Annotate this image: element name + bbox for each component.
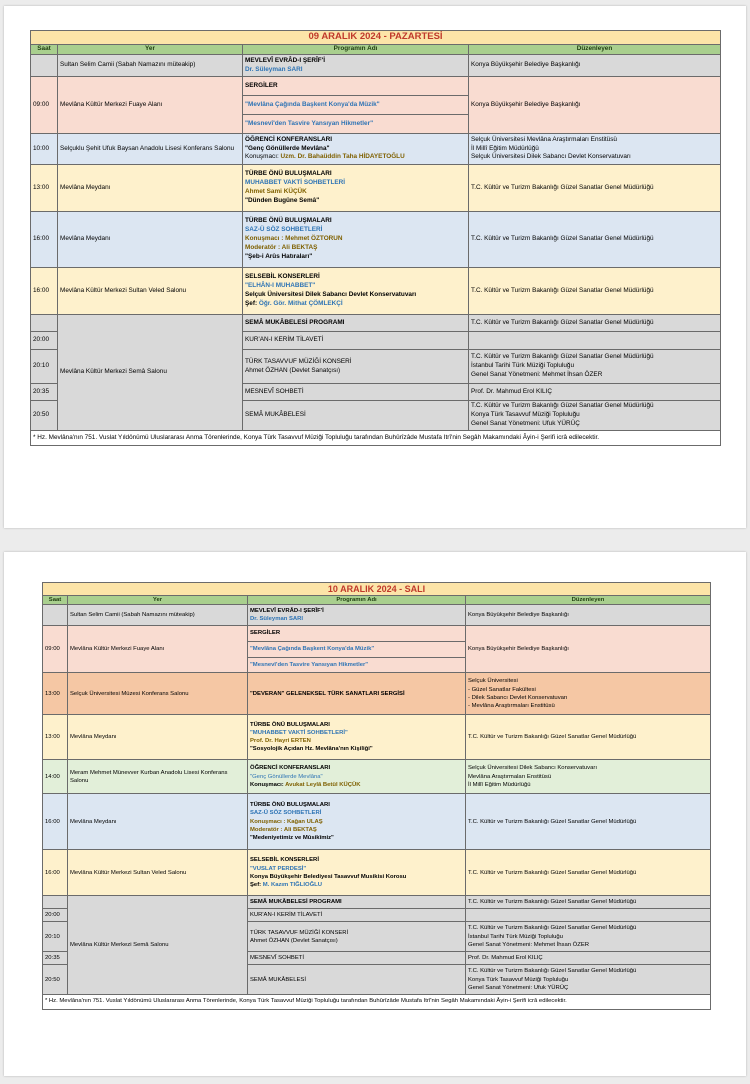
place-cell: Mevlâna Kültür Merkezi Fuaye Alanı — [58, 77, 243, 134]
organizer-cell — [466, 909, 711, 922]
place-cell: Meram Mehmet Münevver Kurban Anadolu Lisesi Konferans Salonu — [68, 760, 248, 794]
column-header-place: Yer — [58, 45, 243, 55]
speaker-label: Konuşmacı: — [250, 781, 286, 788]
organizer-cell: Prof. Dr. Mahmud Erol KILIÇ — [469, 384, 721, 401]
program-cell — [243, 55, 469, 77]
program-item: "ELHÂN-I MUHABBET" — [245, 282, 316, 290]
organizer-line: Selçuk Üniversitesi Dilek Sabancı Konservatuvarı — [468, 765, 597, 772]
organizer-cell — [466, 760, 711, 794]
program-person: Uzm. Dr. Bahaüddin Taha HİDAYETOĞLU — [280, 153, 405, 161]
organizer-cell: Prof. Dr. Mahmud Erol KILIÇ — [466, 952, 711, 965]
time-cell: 13:00 — [43, 673, 68, 715]
organizer-line: Mevlâna Araştırmaları Enstitüsü — [468, 773, 552, 780]
program-item: "Genç Gönüllerde Mevlâna" — [245, 144, 330, 152]
table-row — [43, 715, 711, 760]
speaker-line: Konuşmacı : Kağan ULAŞ — [250, 818, 323, 825]
program-cell: SEMÂ MUKÂBELESİ — [248, 965, 466, 995]
table-row — [31, 55, 721, 77]
program-cell — [243, 350, 469, 384]
program-title: SERGİLER — [245, 82, 278, 89]
program-cell — [248, 626, 466, 673]
program-cell: MESNEVÎ SOHBETİ — [243, 384, 469, 401]
place-cell: Mevlâna Meydanı — [68, 715, 248, 760]
table-row — [31, 212, 721, 268]
organizer-line: - Dilek Sabancı Devlet Konservatuvarı — [468, 694, 568, 701]
place-cell: Mevlâna Meydanı — [58, 212, 243, 268]
organizer-cell: Konya Büyükşehir Belediye Başkanlığı — [466, 605, 711, 626]
schedule-page-day2 — [4, 552, 746, 1076]
organizer-line: Selçuk Üniversitesi Dilek Sabancı Devlet Konservatuvarı — [471, 153, 631, 161]
program-item: "Şeb-i Arûs Hatıraları" — [245, 252, 313, 260]
organizer-cell — [469, 134, 721, 165]
program-cell — [243, 77, 469, 134]
program-cell — [248, 922, 466, 952]
time-cell: 16:00 — [43, 794, 68, 850]
program-item: "Medeniyetimiz ve Mûsikîmiz" — [250, 835, 334, 841]
organizer-cell — [466, 965, 711, 995]
time-cell: 16:00 — [31, 268, 58, 315]
table-row — [31, 268, 721, 315]
program-group: Selçuk Üniversitesi Dilek Sabancı Devlet Konservatuvarı — [245, 291, 417, 298]
program-person: Dr. Süleyman SARI — [250, 616, 304, 623]
time-cell: 20:10 — [43, 922, 68, 952]
time-cell — [43, 896, 68, 909]
program-title: ÖĞRENCİ KONFERANSLARI — [250, 765, 331, 772]
organizer-cell — [469, 350, 721, 384]
program-person: Ahmet Sami KÜÇÜK — [245, 188, 307, 195]
organizer-cell: T.C. Kültür ve Turizm Bakanlığı Güzel Sanatlar Genel Müdürlüğü — [469, 268, 721, 315]
organizer-line: Genel Sanat Yönetmeni: Ufuk YÜRÜÇ — [468, 984, 569, 991]
program-title: SELSEBİL KONSERLERİ — [245, 273, 320, 281]
program-person: M. Kazım TIĞLIOĞLU — [262, 881, 322, 888]
organizer-line: T.C. Kültür ve Turizm Bakanlığı Güzel Sanatlar Genel Müdürlüğü — [468, 968, 637, 975]
time-cell: 09:00 — [43, 626, 68, 673]
day-title: 10 ARALIK 2024 - SALI — [43, 583, 711, 596]
column-header-program: Programın Adı — [243, 45, 469, 55]
organizer-line: Genel Sanat Yönetmeni: Mehmet İhsan ÖZER — [471, 370, 603, 378]
program-line: Ahmet ÖZHAN (Devlet Sanatçısı) — [245, 366, 341, 374]
organizer-line: Selçuk Üniversitesi — [468, 678, 518, 685]
program-line: TÜRK TASAVVUF MÜZİĞİ KONSERİ — [250, 929, 349, 936]
time-cell: 09:00 — [31, 77, 58, 134]
day-title: 09 ARALIK 2024 - PAZARTESİ — [31, 31, 721, 45]
organizer-cell: T.C. Kültür ve Turizm Bakanlığı Güzel Sanatlar Genel Müdürlüğü — [466, 850, 711, 896]
place-cell: Mevlâna Kültür Merkezi Fuaye Alanı — [68, 626, 248, 673]
organizer-line: İstanbul Tarihi Türk Müziği Topluluğu — [471, 362, 575, 370]
organizer-line: Genel Sanat Yönetmeni: Ufuk YÜRÜÇ — [471, 419, 580, 427]
time-cell: 20:10 — [31, 350, 58, 384]
organizer-cell: T.C. Kültür ve Turizm Bakanlığı Güzel Sanatlar Genel Müdürlüğü — [469, 315, 721, 332]
time-cell: 20:00 — [43, 909, 68, 922]
program-cell: SEMÂ MUKÂBELESİ — [243, 401, 469, 431]
program-cell: "DEVERAN" GELENEKSEL TÜRK SANATLARI SERGİSİ — [248, 673, 466, 715]
program-cell — [248, 715, 466, 760]
table-row — [43, 760, 711, 794]
program-item: "Dünden Bugüne Semâ" — [245, 196, 320, 204]
schedule-table-day1 — [30, 30, 721, 446]
organizer-cell: T.C. Kültür ve Turizm Bakanlığı Güzel Sanatlar Genel Müdürlüğü — [466, 896, 711, 909]
program-subtitle: "MUHABBET VAKTİ SOHBETLERİ" — [250, 730, 348, 736]
program-cell — [248, 605, 466, 626]
place-cell: Mevlâna Kültür Merkezi Sultan Veled Salonu — [68, 850, 248, 896]
program-title: MEVLEVÎ EVRÂD-I ŞERÎF'İ — [245, 56, 325, 64]
program-title: TÜRBE ÖNÜ BULUŞMALARI — [250, 721, 330, 728]
footnote: * Hz. Mevlâna'nın 751. Vuslat Yıldönümü Uluslararası Anma Törenlerinde, Konya Türk Tasavvuf Müziği Topluluğu tarafından Buhûrîzâde Mustafa Itrî'nin Segâh Makamındaki Âyin-i Şerifi icrâ edilecektir. — [31, 431, 721, 446]
table-row — [31, 77, 721, 134]
table-row — [31, 315, 721, 332]
program-title: ÖĞRENCİ KONFERANSLARI — [245, 135, 332, 143]
column-header-place: Yer — [68, 596, 248, 605]
program-title: SELSEBİL KONSERLERİ — [250, 857, 319, 864]
place-cell: Mevlâna Kültür Merkezi Sultan Veled Salonu — [58, 268, 243, 315]
program-person: Avukat Leylâ Betül KÜÇÜK — [285, 781, 361, 788]
time-cell: 20:50 — [31, 401, 58, 431]
organizer-cell — [469, 401, 721, 431]
time-cell: 20:35 — [43, 952, 68, 965]
program-cell: SEMÂ MUKÂBELESİ PROGRAMI — [248, 896, 466, 909]
moderator-line: Moderatör : Ali BEKTAŞ — [250, 826, 317, 833]
program-cell — [248, 850, 466, 896]
program-item: "Mesnevî'den Tasvire Yansıyan Hikmetler" — [248, 657, 465, 672]
program-cell: MESNEVÎ SOHBETİ — [248, 952, 466, 965]
time-cell: 20:50 — [43, 965, 68, 995]
speaker-label: Konuşmacı: — [245, 153, 281, 161]
program-line: Ahmet ÖZHAN (Devlet Sanatçısı) — [250, 937, 338, 944]
program-subtitle: SAZ-Ü SÖZ SOHBETLERİ — [245, 226, 323, 234]
place-cell: Mevlâna Meydanı — [58, 165, 243, 212]
time-cell — [31, 55, 58, 77]
organizer-cell: T.C. Kültür ve Turizm Bakanlığı Güzel Sanatlar Genel Müdürlüğü — [466, 715, 711, 760]
program-cell — [248, 760, 466, 794]
program-item: "VUSLAT PERDESİ" — [250, 865, 307, 872]
column-header-time: Saat — [43, 596, 68, 605]
program-title: TÜRBE ÖNÜ BULUŞMALARI — [250, 802, 330, 809]
table-row — [43, 850, 711, 896]
program-cell — [243, 212, 469, 268]
organizer-line: Genel Sanat Yönetmeni: Mehmet İhsan ÖZER — [468, 941, 590, 948]
program-cell: SEMÂ MUKÂBELESİ PROGRAMI — [243, 315, 469, 332]
time-cell: 16:00 — [31, 212, 58, 268]
organizer-cell: T.C. Kültür ve Turizm Bakanlığı Güzel Sanatlar Genel Müdürlüğü — [466, 794, 711, 850]
program-cell: KUR'AN-I KERİM TİLAVETİ — [248, 909, 466, 922]
table-row — [31, 165, 721, 212]
time-cell: 16:00 — [43, 850, 68, 896]
organizer-line: Konya Türk Tasavvuf Müziği Topluluğu — [471, 411, 580, 419]
footnote: * Hz. Mevlâna'nın 751. Vuslat Yıldönümü Uluslararası Anma Törenlerinde, Konya Türk Tasavvuf Müziği Topluluğu tarafından Buhûrîzâde Mustafa Itrî'nin Segâh Makamındaki Âyin-i Şerifi icrâ edilecektir. — [43, 995, 711, 1010]
schedule-table-day2 — [42, 582, 711, 1010]
schedule-page-day1 — [4, 6, 746, 528]
organizer-cell — [469, 332, 721, 350]
place-cell: Sultan Selim Camii (Sabah Namazını müteakip) — [58, 55, 243, 77]
table-row — [43, 794, 711, 850]
program-item: "Genç Gönüllerde Mevlâna" — [250, 773, 323, 780]
program-subtitle: SAZ-Ü SÖZ SOHBETLERİ — [250, 810, 322, 817]
table-row — [43, 605, 711, 626]
table-row — [43, 896, 711, 909]
program-cell — [243, 165, 469, 212]
organizer-line: İl Millî Eğitim Müdürlüğü — [468, 781, 531, 788]
program-title: MEVLEVÎ EVRÂD-I ŞERÎF'İ — [250, 608, 324, 614]
time-cell: 14:00 — [43, 760, 68, 794]
organizer-line: T.C. Kültür ve Turizm Bakanlığı Güzel Sanatlar Genel Müdürlüğü — [471, 402, 654, 410]
place-cell: Mevlâna Meydanı — [68, 794, 248, 850]
program-line: TÜRK TASAVVUF MÜZİĞİ KONSERİ — [245, 357, 352, 365]
program-item: "Sosyolojik Açıdan Hz. Mevlâna'nın Kişiliği" — [250, 746, 373, 753]
time-cell: 20:35 — [31, 384, 58, 401]
time-cell — [43, 605, 68, 626]
place-cell: Sultan Selim Camii (Sabah Namazını müteakip) — [68, 605, 248, 626]
program-title: TÜRBE ÖNÜ BULUŞMALARI — [245, 217, 332, 225]
column-header-organizer: Düzenleyen — [469, 45, 721, 55]
organizer-line: T.C. Kültür ve Turizm Bakanlığı Güzel Sanatlar Genel Müdürlüğü — [468, 925, 637, 932]
time-cell: 20:00 — [31, 332, 58, 350]
time-cell — [31, 315, 58, 332]
column-header-time: Saat — [31, 45, 58, 55]
time-cell: 10:00 — [31, 134, 58, 165]
program-item: "Mesnevî'den Tasvire Yansıyan Hikmetler" — [243, 114, 468, 133]
program-cell: KUR'AN-I KERİM TİLAVETİ — [243, 332, 469, 350]
place-cell: Selçuk Üniversitesi Müzesi Konferans Salonu — [68, 673, 248, 715]
organizer-line: T.C. Kültür ve Turizm Bakanlığı Güzel Sanatlar Genel Müdürlüğü — [471, 353, 654, 361]
organizer-cell — [466, 673, 711, 715]
program-group: Konya Büyükşehir Belediyesi Tasavvuf Musikisi Korosu — [250, 873, 407, 880]
organizer-cell: Konya Büyükşehir Belediye Başkanlığı — [469, 77, 721, 134]
table-row — [43, 673, 711, 715]
program-person: Prof. Dr. Hayri ERTEN — [250, 738, 311, 745]
program-item: "Mevlâna Çağında Başkent Konya'da Müzik" — [248, 641, 465, 657]
program-cell — [248, 794, 466, 850]
organizer-cell — [466, 922, 711, 952]
organizer-line: İstanbul Tarihi Türk Müziği Topluluğu — [468, 933, 563, 940]
speaker-line: Konuşmacı : Mehmet ÖZTORUN — [245, 235, 343, 243]
conductor-label: Şef: — [250, 881, 263, 888]
program-person: Dr. Süleyman SARI — [245, 65, 303, 73]
program-item: "Mevlâna Çağında Başkent Konya'da Müzik" — [243, 95, 468, 114]
program-person: Öğr. Gör. Mithat ÇÖMLEKÇİ — [258, 299, 343, 307]
time-cell: 13:00 — [43, 715, 68, 760]
table-row — [31, 134, 721, 165]
moderator-line: Moderatör : Ali BEKTAŞ — [245, 243, 318, 251]
organizer-cell: T.C. Kültür ve Turizm Bakanlığı Güzel Sanatlar Genel Müdürlüğü — [469, 165, 721, 212]
program-cell — [243, 134, 469, 165]
organizer-line: - Güzel Sanatlar Fakültesi — [468, 686, 536, 693]
program-cell — [243, 268, 469, 315]
program-title: SERGİLER — [250, 630, 281, 637]
program-subtitle: MUHABBET VAKTİ SOHBETLERİ — [245, 179, 345, 187]
organizer-line: Konya Türk Tasavvuf Müziği Topluluğu — [468, 976, 569, 983]
conductor-label: Şef: — [245, 299, 259, 307]
place-cell: Mevlâna Kültür Merkezi Semâ Salonu — [68, 896, 248, 995]
organizer-line: - Mevlâna Araştırmaları Enstitüsü — [468, 702, 555, 709]
organizer-cell: Konya Büyükşehir Belediye Başkanlığı — [466, 626, 711, 673]
column-header-program: Programın Adı — [248, 596, 466, 605]
organizer-line: Selçuk Üniversitesi Mevlâna Araştırmaları Enstitüsü — [471, 135, 617, 143]
organizer-line: İl Millî Eğitim Müdürlüğü — [471, 144, 539, 152]
place-cell: Selçuklu Şehit Ufuk Baysan Anadolu Lisesi Konferans Salonu — [58, 134, 243, 165]
table-row — [43, 626, 711, 673]
column-header-organizer: Düzenleyen — [466, 596, 711, 605]
program-title: TÜRBE ÖNÜ BULUŞMALARI — [245, 170, 332, 178]
organizer-cell: Konya Büyükşehir Belediye Başkanlığı — [469, 55, 721, 77]
time-cell: 13:00 — [31, 165, 58, 212]
place-cell: Mevlâna Kültür Merkezi Semâ Salonu — [58, 315, 243, 431]
organizer-cell: T.C. Kültür ve Turizm Bakanlığı Güzel Sanatlar Genel Müdürlüğü — [469, 212, 721, 268]
